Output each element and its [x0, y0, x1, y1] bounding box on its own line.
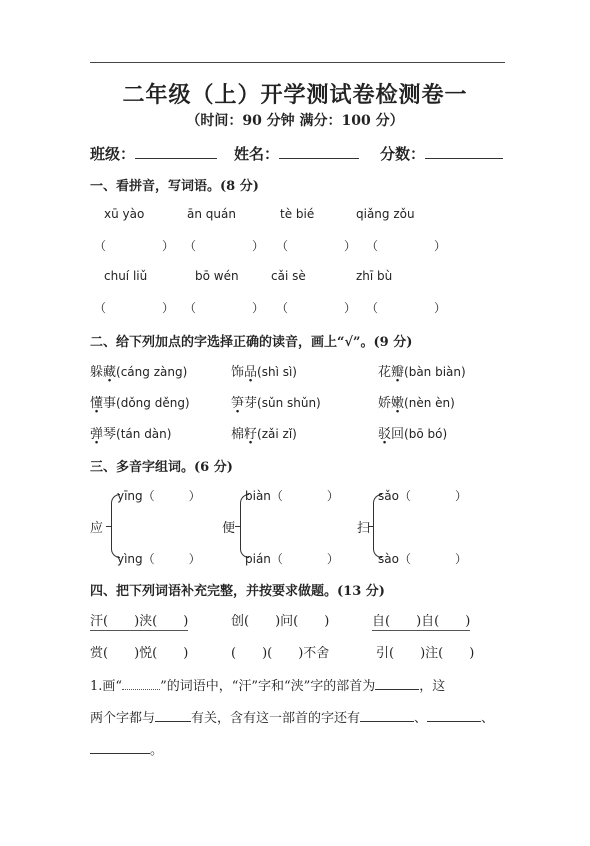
reading-item: 弹琴(tán dàn)	[90, 427, 172, 442]
section1-heading: 一、看拼音，写词语。(8 分)	[90, 179, 259, 194]
pinyin-cell: cǎi sè	[271, 269, 306, 283]
answer-box[interactable]: （ ）	[94, 239, 175, 253]
polyphone-bottom: sào（ ）	[378, 552, 467, 566]
reading-item: 饰品(shì sì)	[231, 365, 297, 380]
page-title: 二年级（上）开学测试卷检测卷一	[122, 82, 468, 108]
idiom-item[interactable]: 创( )问( )	[231, 614, 330, 629]
polyphone-bottom: pián（ ）	[245, 552, 339, 566]
score-blank[interactable]	[425, 144, 503, 159]
class-blank[interactable]	[135, 144, 217, 159]
name-label: 姓名：	[234, 145, 280, 163]
pinyin-cell: zhī bù	[356, 269, 393, 283]
reading-item: 棉籽(zǎi zǐ)	[231, 427, 297, 442]
section4-heading: 四、把下列词语补充完整，并按要求做题。(13 分)	[90, 584, 385, 599]
question-1-line-2: 两个字都与 有关，含有这一部首的字还有 、 、	[90, 711, 495, 726]
idiom-item[interactable]: ( )( )不舍	[231, 646, 330, 661]
pinyin-cell: tè bié	[280, 207, 315, 221]
answer-box[interactable]: （ ）	[276, 239, 357, 253]
reading-item: 花瓣(bàn biàn)	[378, 365, 466, 380]
polyphone-top: yīng（ ）	[117, 489, 201, 503]
pinyin-cell: chuí liǔ	[104, 269, 148, 283]
underline-sample	[122, 689, 160, 690]
answer-box[interactable]: （ ）	[184, 239, 265, 253]
answer-box[interactable]: （ ）	[366, 301, 447, 315]
answer-blank[interactable]	[375, 689, 419, 690]
reading-item: 躲藏(cáng zàng)	[90, 365, 188, 380]
answer-blank[interactable]	[90, 753, 150, 754]
score-field	[380, 143, 503, 164]
top-rule	[90, 62, 505, 63]
answer-box[interactable]: （ ）	[276, 301, 357, 315]
question-1-line-1: 1.画“ ”的词语中，“汗”字和“浃”字的部首为 ，这	[90, 679, 446, 694]
exam-subtitle: （时间：90 分钟 满分：100 分）	[186, 113, 404, 129]
section3-heading: 三、多音字组词。(6 分)	[90, 460, 233, 475]
question-1-line-3: 。	[90, 739, 163, 758]
pinyin-cell: xū yào	[104, 207, 145, 221]
idiom-underlined[interactable]: 汗( )浃( )	[90, 610, 188, 631]
section2-heading: 二、给下列加点的字选择正确的读音，画上“√”。(9 分)	[90, 335, 413, 350]
polyphone-top: sǎo（ ）	[378, 489, 467, 503]
class-field	[90, 143, 217, 164]
polyphone-char: 便	[222, 521, 236, 536]
polyphone-char: 应	[90, 521, 104, 536]
score-label: 分数：	[380, 145, 426, 163]
pinyin-cell: ān quán	[187, 207, 236, 221]
answer-box[interactable]: （ ）	[94, 301, 175, 315]
polyphone-bottom: yìng（ ）	[117, 552, 201, 566]
reading-item: 娇嫩(nèn èn)	[378, 396, 455, 411]
class-label: 班级：	[90, 145, 136, 163]
idiom-underlined[interactable]: 自( )自( )	[372, 610, 470, 631]
reading-item: 懂事(dǒng děng)	[90, 396, 190, 411]
polyphone-char: 扫	[357, 521, 371, 536]
answer-blank[interactable]	[427, 721, 481, 722]
reading-item: 驳回(bō bó)	[378, 427, 448, 442]
pinyin-cell: bō wén	[195, 269, 239, 283]
name-field	[234, 143, 359, 164]
answer-blank[interactable]	[155, 721, 191, 722]
idiom-item[interactable]: 引( )注( )	[376, 646, 475, 661]
answer-blank[interactable]	[360, 721, 414, 722]
answer-box[interactable]: （ ）	[366, 239, 447, 253]
reading-item: 笋芽(sǔn shǔn)	[231, 396, 321, 411]
pinyin-cell: qiǎng zǒu	[356, 207, 415, 221]
answer-box[interactable]: （ ）	[184, 301, 265, 315]
idiom-item[interactable]: 赏( )悦( )	[90, 646, 189, 661]
name-blank[interactable]	[279, 144, 359, 159]
polyphone-top: biàn（ ）	[245, 489, 339, 503]
